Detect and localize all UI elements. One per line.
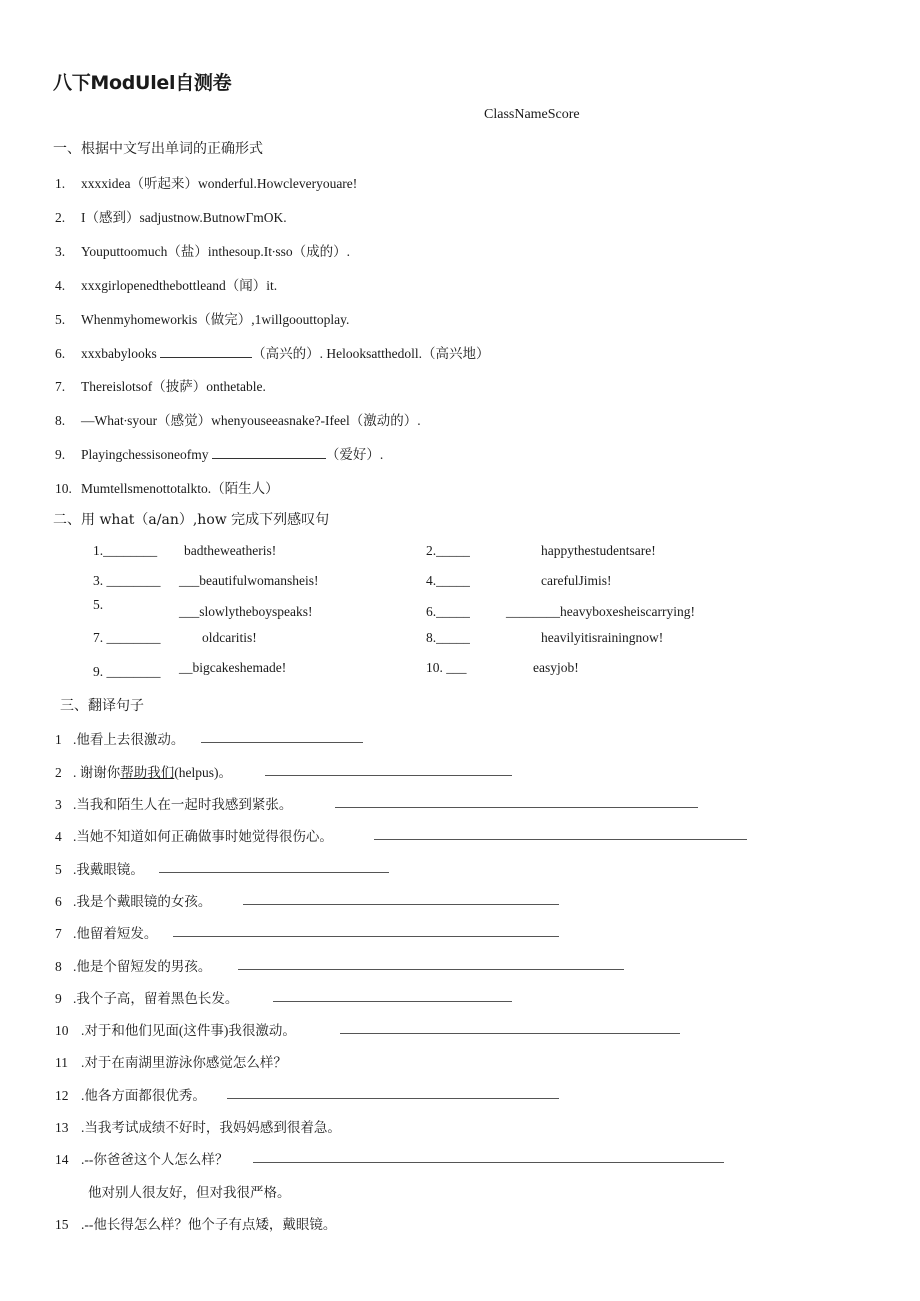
s1-question-2 xyxy=(55,206,287,226)
item-text-underlined: 帮助我们 xyxy=(120,765,175,780)
item-number: 2 xyxy=(55,765,62,780)
item-number: 5 xyxy=(55,862,62,877)
answer-line-6[interactable] xyxy=(243,904,559,905)
item-blank[interactable]: _____ xyxy=(436,573,470,588)
s2-right-item-4 xyxy=(426,573,470,589)
item-blank[interactable]: ________ xyxy=(103,543,158,558)
s1-question-6 xyxy=(55,342,489,362)
answer-line-9[interactable] xyxy=(273,1001,512,1002)
item-blank[interactable]: _____ xyxy=(436,543,470,558)
item-text: .当我考试成绩不好时，我妈妈感到很着急。 xyxy=(81,1120,341,1135)
item-text: .当我和陌生人在一起时我感到紧张。 xyxy=(73,797,293,812)
s2-right-text-6: ________heavyboxesheiscarrying! xyxy=(506,604,695,619)
item-number: 4. xyxy=(426,573,437,588)
s2-left-text-9: __bigcakeshemade! xyxy=(179,660,287,675)
item-number: 6 xyxy=(55,894,62,909)
item-text: .他是个留短发的男孩。 xyxy=(73,959,212,974)
s2-left-item-1 xyxy=(93,543,157,559)
s3-item-1 xyxy=(55,728,184,748)
s2-right-item-8 xyxy=(426,630,470,646)
s3-item-7 xyxy=(55,922,157,942)
s2-right-text-10: easyjob! xyxy=(533,660,579,675)
answer-line-12[interactable] xyxy=(227,1098,559,1099)
section2-heading: 二、用 what（a∕an）,how 完成下列感叹句 xyxy=(53,512,330,528)
item-text: .他各方面都很优秀。 xyxy=(81,1088,206,1103)
question-number: 9. xyxy=(55,447,66,462)
item-text: .--你爸爸这个人怎么样？ xyxy=(81,1152,229,1167)
s3-item-5 xyxy=(55,858,144,878)
question-text: Mumtellsmenottotalkto.（陌生人） xyxy=(81,481,279,496)
question-number: 5. xyxy=(55,312,66,327)
item-text-post: (helpus)。 xyxy=(174,765,232,780)
s3-item-14 xyxy=(55,1148,228,1168)
item-text: .当她不知道如何正确做事时她觉得很伤心。 xyxy=(73,829,333,844)
s2-left-item-9 xyxy=(93,664,161,680)
item-text: .对于和他们见面(这件事)我很激动。 xyxy=(81,1023,296,1038)
question-text: xxxgirlopenedthebottleand（闻）it. xyxy=(81,278,278,293)
s3-item-4 xyxy=(55,825,333,845)
item-number: 7. xyxy=(93,630,104,645)
answer-line-10[interactable] xyxy=(340,1033,680,1034)
question-number: 1. xyxy=(55,176,66,191)
s3-item-12 xyxy=(55,1084,206,1104)
s2-left-item-5 xyxy=(93,597,103,613)
item-text: .对于在南湖里游泳你感觉怎么样？ xyxy=(81,1055,287,1070)
s3-item-14-answer xyxy=(88,1181,291,1201)
s2-right-text-2: happythestudentsare! xyxy=(541,543,656,558)
section3-heading: 三、翻译句子 xyxy=(60,698,144,714)
item-text-pre: . 谢谢你 xyxy=(73,765,121,780)
item-number: 2. xyxy=(426,543,437,558)
s2-right-item-2 xyxy=(426,543,470,559)
s3-item-15 xyxy=(55,1213,336,1233)
s3-item-11 xyxy=(55,1051,287,1071)
question-text: Whenmyhomeworkis（做完）,1willgoouttoplay. xyxy=(81,312,350,327)
answer-line-5[interactable] xyxy=(159,872,389,873)
question-text-post: （高兴的）. Helooksatthedoll.（高兴地） xyxy=(252,346,490,361)
item-number: 3 xyxy=(55,797,62,812)
item-number: 13 xyxy=(55,1120,69,1135)
question-text-pre: xxxbabylooks xyxy=(81,346,157,361)
answer-blank[interactable] xyxy=(212,446,326,459)
answer-line-8[interactable] xyxy=(238,969,624,970)
s1-question-7 xyxy=(55,375,266,395)
item-text: .我是个戴眼镜的女孩。 xyxy=(73,894,212,909)
item-text: .他看上去很激动。 xyxy=(73,732,185,747)
s2-left-item-7 xyxy=(93,630,161,646)
s2-left-item-3 xyxy=(93,573,161,589)
item-text: .他留着短发。 xyxy=(73,926,158,941)
s3-item-6 xyxy=(55,890,211,910)
answer-line-7[interactable] xyxy=(173,936,559,937)
item-blank[interactable]: ________ xyxy=(106,573,161,588)
question-number: 6. xyxy=(55,346,66,361)
item-blank[interactable]: ________ xyxy=(106,664,161,679)
item-number: 3. xyxy=(93,573,104,588)
s3-item-9 xyxy=(55,987,238,1007)
item-blank[interactable]: ________ xyxy=(106,630,161,645)
answer-blank[interactable] xyxy=(160,345,252,358)
s1-question-10 xyxy=(55,477,279,497)
answer-line-1[interactable] xyxy=(201,742,363,743)
item-number: 7 xyxy=(55,926,62,941)
s2-right-text-4: carefulJimis! xyxy=(541,573,612,588)
item-number: 11 xyxy=(55,1055,68,1070)
item-number: 14 xyxy=(55,1152,69,1167)
item-number: 4 xyxy=(55,829,62,844)
s2-left-text-1: badtheweatheris! xyxy=(184,543,277,558)
s3-item-10 xyxy=(55,1019,296,1039)
answer-line-4[interactable] xyxy=(374,839,747,840)
item-number: 5. xyxy=(93,597,104,612)
question-text: Youputtoomuch（盐）inthesoup.It∙sso（成的）. xyxy=(81,244,351,259)
section1-heading: 一、根据中文写出单词的正确形式 xyxy=(53,141,263,157)
answer-line-3[interactable] xyxy=(335,807,698,808)
item-text: .我戴眼镜。 xyxy=(73,862,144,877)
item-number: 12 xyxy=(55,1088,69,1103)
item-number: 15 xyxy=(55,1217,69,1232)
item-text: .--他长得怎么样？他个子有点矮，戴眼镜。 xyxy=(81,1217,337,1232)
s1-question-9 xyxy=(55,443,383,463)
s1-question-8 xyxy=(55,409,421,429)
s2-left-text-7: oldcaritis! xyxy=(202,630,257,645)
item-text: 他对别人很友好，但对我很严格。 xyxy=(88,1185,291,1200)
answer-line-14[interactable] xyxy=(253,1162,724,1163)
question-number: 4. xyxy=(55,278,66,293)
s2-right-item-10 xyxy=(426,660,467,676)
s1-question-3 xyxy=(55,240,350,260)
page-title: 八下ModUlel自测卷 xyxy=(53,72,232,94)
s1-question-1 xyxy=(55,172,357,192)
question-text: I（感到）sadjustnow.ButnowΓmOK. xyxy=(81,210,287,225)
item-number: 8. xyxy=(426,630,437,645)
answer-line-2[interactable] xyxy=(265,775,512,776)
s2-left-text-5: ___slowlytheboyspeaks! xyxy=(179,604,313,619)
item-text: .我个子高，留着黑色长发。 xyxy=(73,991,239,1006)
question-number: 7. xyxy=(55,379,66,394)
item-blank[interactable]: _____ xyxy=(436,604,470,619)
s3-item-2 xyxy=(55,761,232,781)
question-text: Thereislotsof（披萨）onthetable. xyxy=(81,379,266,394)
item-number: 1. xyxy=(93,543,104,558)
s3-item-13 xyxy=(55,1116,341,1136)
s1-question-5 xyxy=(55,308,349,328)
question-number: 3. xyxy=(55,244,66,259)
item-number: 6. xyxy=(426,604,437,619)
item-number: 10 xyxy=(55,1023,69,1038)
question-number: 2. xyxy=(55,210,66,225)
s3-item-8 xyxy=(55,955,211,975)
item-number: 10. xyxy=(426,660,443,675)
question-text-pre: Playingchessisoneofmy xyxy=(81,447,209,462)
item-number: 1 xyxy=(55,732,62,747)
question-number: 8. xyxy=(55,413,66,428)
question-text-post: （爱好）. xyxy=(325,447,384,462)
item-number: 8 xyxy=(55,959,62,974)
question-number: 10. xyxy=(55,481,72,496)
class-name-score-header: ClassNameScore xyxy=(484,107,580,122)
question-text: —What∙syour（感觉）whenyouseeasnake?-Ifeel（激动的）. xyxy=(81,413,421,428)
item-blank[interactable]: ___ xyxy=(446,660,467,675)
s2-right-text-8: heavilyitisrainingnow! xyxy=(541,630,664,645)
item-number: 9 xyxy=(55,991,62,1006)
s1-question-4 xyxy=(55,274,277,294)
item-number: 9. xyxy=(93,664,104,679)
s2-left-text-3: ___beautifulwomansheis! xyxy=(179,573,319,588)
s2-right-item-6 xyxy=(426,604,470,620)
item-blank[interactable]: _____ xyxy=(436,630,470,645)
question-text: xxxxidea（听起来）wonderful.Howcleveryouare! xyxy=(81,176,358,191)
s3-item-3 xyxy=(55,793,292,813)
